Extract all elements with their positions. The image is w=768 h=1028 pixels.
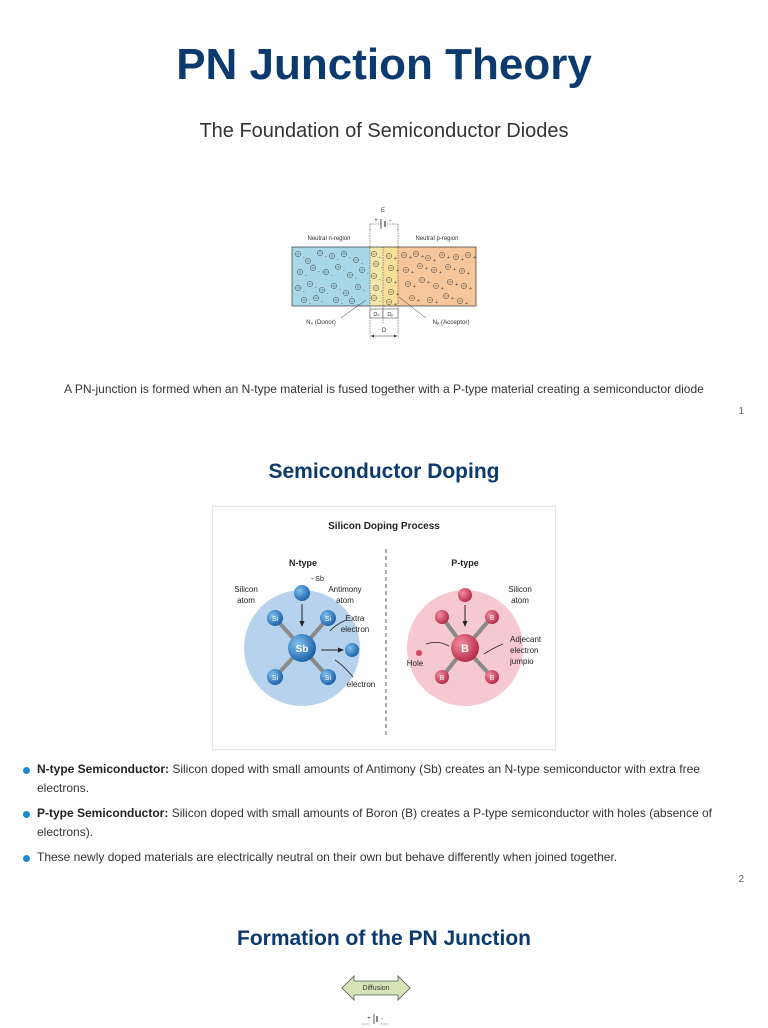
svg-text:+: + — [469, 286, 472, 292]
svg-text:-: - — [339, 287, 341, 293]
adjacent-electron-label: jumpio — [510, 657, 534, 666]
n-silicon-atom-label: atom — [237, 596, 255, 605]
svg-text:-: - — [343, 268, 345, 274]
e-label: E — [380, 208, 386, 214]
svg-text:-: - — [303, 289, 305, 295]
doping-diagram — [213, 507, 555, 749]
svg-text:+: + — [396, 292, 399, 298]
battery-plus: + — [367, 1016, 371, 1022]
svg-text:+: + — [435, 300, 438, 306]
svg-text:+: + — [453, 267, 456, 273]
bullet-dot — [23, 767, 30, 774]
svg-text:-: - — [349, 255, 351, 261]
antimony-atom-label: atom — [336, 596, 354, 605]
svg-text:+: + — [467, 271, 470, 277]
p-silicon-atom-label: atom — [511, 596, 529, 605]
svg-text:+: + — [421, 254, 424, 260]
svg-text:+: + — [461, 257, 464, 263]
boron-label: B — [461, 643, 469, 655]
page-number-1: 1 — [738, 406, 744, 417]
adjacent-electron-label: Adjecant — [510, 635, 542, 644]
hole — [416, 650, 422, 656]
svg-text:-: - — [309, 301, 311, 307]
svg-text:+: + — [394, 256, 397, 262]
si-label: Si — [324, 675, 332, 682]
svg-text:-: - — [379, 277, 381, 283]
svg-text:+: + — [439, 270, 442, 276]
diffusion-label: Diffusion — [362, 985, 390, 992]
slide-1-caption: A PN-junction is formed when an N-type material is fused together with a P-type material creating a semiconductor diode — [64, 382, 704, 396]
bullet-bold: P-type Semiconductor: — [37, 806, 169, 820]
svg-text:-: - — [325, 254, 327, 260]
extra-electron — [345, 643, 359, 657]
svg-text:+: + — [473, 255, 476, 261]
svg-text:+: + — [394, 302, 397, 308]
svg-text:-: - — [363, 288, 365, 294]
neg-sb-label: - Sb — [311, 576, 324, 583]
svg-text:-: - — [381, 265, 383, 271]
svg-text:-: - — [357, 302, 359, 308]
bullet-text: Silicon doped with small amounts of Boron (B) creates a P-type semiconductor with holes (absence of electrons). — [37, 806, 712, 839]
extra-electron-label: electron — [340, 625, 370, 634]
svg-text:-: - — [315, 285, 317, 291]
electron-label: electron — [346, 680, 376, 689]
svg-text:-: - — [327, 291, 329, 297]
dp-label: Dₚ — [387, 312, 394, 318]
svg-text:+: + — [451, 296, 454, 302]
svg-text:-: - — [379, 255, 381, 261]
svg-text:+: + — [465, 301, 468, 307]
dn-label: Dₙ — [373, 312, 380, 318]
b-label: B — [489, 675, 495, 682]
svg-text:+: + — [455, 282, 458, 288]
antimony-atom — [294, 585, 310, 601]
battery-minus: - — [381, 1016, 383, 1022]
slide-1-subtitle: The Foundation of Semiconductor Diodes — [199, 120, 569, 142]
svg-text:-: - — [303, 255, 305, 261]
svg-text:-: - — [337, 257, 339, 263]
svg-text:-: - — [381, 289, 383, 295]
bullet-dot — [23, 811, 30, 818]
svg-text:-: - — [361, 261, 363, 267]
si-label: Si — [271, 616, 279, 623]
svg-text:-: - — [331, 273, 333, 279]
bullet-text: These newly doped materials are electrically neutral on their own but behave differently when joined together. — [37, 850, 618, 864]
hole-label: Hole — [406, 659, 424, 668]
svg-text:-: - — [367, 271, 369, 277]
svg-text:-: - — [379, 299, 381, 305]
silicon-doping-figure — [212, 506, 556, 750]
n-region-label: Neutral n-region — [307, 236, 351, 242]
page-number-2: 2 — [738, 874, 744, 885]
si-label: Si — [271, 675, 279, 682]
svg-text:+: + — [413, 284, 416, 290]
battery-minus: - — [389, 218, 391, 224]
diffusion-diagram — [330, 968, 430, 1028]
b-label: B — [489, 615, 495, 622]
svg-text:+: + — [441, 286, 444, 292]
top-b-atom — [458, 588, 472, 602]
p-region-label: Neutral p-region — [415, 236, 459, 242]
n-type-label: N-type — [288, 558, 318, 568]
n-silicon-atom-label: Silicon — [234, 585, 258, 594]
battery-plus: + — [374, 218, 378, 224]
extra-electron-label: Extra — [345, 614, 365, 623]
b-label: B — [439, 675, 445, 682]
doping-title: Silicon Doping Process — [328, 521, 440, 532]
p-type-label: P-type — [451, 558, 479, 568]
p-silicon-atom-label: Silicon — [508, 585, 532, 594]
acceptor-label: Nₐ (Acceptor) — [432, 319, 470, 326]
list-item — [22, 760, 742, 798]
svg-text:+: + — [433, 258, 436, 264]
pn-junction-diagram — [286, 200, 486, 345]
donor-label: N₀ (Donor) — [306, 319, 336, 326]
d-label: D — [381, 328, 387, 334]
slide-2-heading: Semiconductor Doping — [268, 460, 500, 483]
svg-text:-: - — [321, 299, 323, 305]
adjacent-electron-label: electron — [510, 646, 539, 655]
svg-text:+: + — [396, 268, 399, 274]
bullet-bold: N-type Semiconductor: — [37, 762, 170, 776]
sb-label: Sb — [295, 644, 309, 655]
svg-text:+: + — [417, 298, 420, 304]
list-item — [22, 804, 742, 842]
si-label: Si — [324, 616, 332, 623]
bullet-dot — [23, 855, 30, 862]
svg-text:-: - — [313, 262, 315, 268]
doping-bullet-list — [22, 760, 742, 873]
svg-text:-: - — [355, 276, 357, 282]
bullet-text: Silicon doped with small amounts of Antimony (Sb) creates an N-type semiconductor with extra free electrons. — [37, 762, 700, 795]
b-atom — [435, 610, 449, 624]
antimony-atom-label: Antimony — [328, 585, 362, 594]
svg-text:-: - — [305, 273, 307, 279]
svg-text:+: + — [447, 255, 450, 261]
svg-text:+: + — [427, 280, 430, 286]
svg-text:+: + — [425, 266, 428, 272]
svg-text:+: + — [411, 270, 414, 276]
svg-text:+: + — [394, 280, 397, 286]
svg-text:-: - — [341, 301, 343, 307]
slide-1-title: PN Junction Theory — [176, 40, 592, 89]
svg-text:-: - — [318, 269, 320, 275]
slide-3-heading: Formation of the PN Junction — [237, 927, 531, 950]
svg-text:+: + — [409, 255, 412, 261]
list-item — [22, 848, 742, 867]
svg-text:-: - — [351, 294, 353, 300]
